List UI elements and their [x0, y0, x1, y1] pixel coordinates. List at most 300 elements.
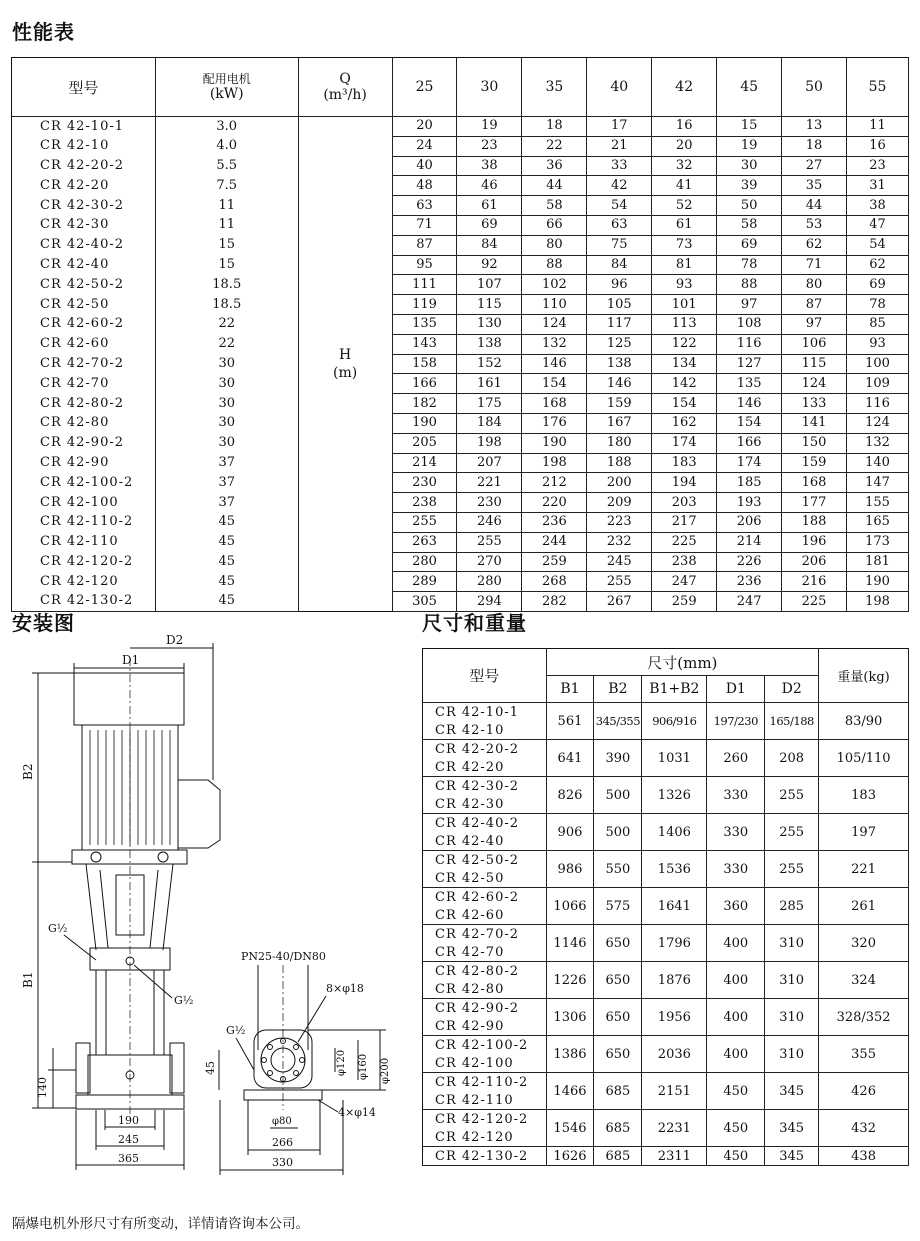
head-value-cell: 173 [847, 532, 909, 552]
head-value-cell: 95 [392, 255, 457, 275]
coupling-frame [86, 864, 173, 950]
head-value-cell: 69 [717, 235, 782, 255]
dim-d2-cell: 255 [765, 777, 819, 814]
head-value-cell: 140 [847, 453, 909, 473]
head-unit-cell [298, 117, 392, 612]
table-row [12, 394, 909, 414]
dim-b1b2-cell: 1031 [642, 740, 707, 777]
dim-b1-cell: 1546 [546, 1110, 594, 1147]
head-value-cell: 138 [457, 334, 522, 354]
head-value-cell: 176 [522, 413, 587, 433]
table-row [12, 176, 909, 196]
head-value-cell: 158 [392, 354, 457, 374]
table-row [423, 888, 909, 907]
dim-b1b2-cell: 906/916 [642, 703, 707, 740]
motor-kw-cell: 15 [155, 235, 298, 255]
dim-d1-cell: 400 [707, 999, 765, 1036]
motor-fan-cover [74, 673, 184, 725]
head-value-cell: 152 [457, 354, 522, 374]
head-value-cell: 190 [392, 413, 457, 433]
dim-column-header: B2 [594, 676, 642, 703]
dim-b2-cell: 650 [594, 925, 642, 962]
dim-b1-cell: 1066 [546, 888, 594, 925]
head-value-cell: 206 [782, 552, 847, 572]
dim-b2-cell: 650 [594, 999, 642, 1036]
head-value-cell: 19 [457, 117, 522, 137]
table-row [423, 999, 909, 1018]
head-value-cell: 116 [717, 334, 782, 354]
head-value-cell: 162 [652, 413, 717, 433]
phi200-label: φ200 [380, 1057, 391, 1084]
table-row [423, 777, 909, 796]
motor-kw-cell: 30 [155, 354, 298, 374]
head-value-cell: 175 [457, 394, 522, 414]
head-value-cell: 150 [782, 433, 847, 453]
motor-header [155, 58, 298, 117]
head-value-cell: 105 [587, 295, 652, 315]
head-value-cell: 20 [392, 117, 457, 137]
dim-model-cell: CR 42-60-2 [423, 888, 547, 907]
dim-b1b2-cell: 2311 [642, 1147, 707, 1166]
head-value-cell: 47 [847, 215, 909, 235]
dim-d1-cell: 450 [707, 1110, 765, 1147]
dim-b1b2-cell: 1956 [642, 999, 707, 1036]
dim-model-cell: CR 42-100 [423, 1054, 547, 1073]
head-value-cell: 81 [652, 255, 717, 275]
head-value-cell: 166 [717, 433, 782, 453]
head-value-cell: 247 [717, 592, 782, 612]
flow-value-header: 30 [457, 58, 522, 117]
head-value-cell: 226 [717, 552, 782, 572]
head-value-cell: 280 [392, 552, 457, 572]
head-value-cell: 217 [652, 512, 717, 532]
head-value-cell: 69 [847, 275, 909, 295]
table-row [12, 354, 909, 374]
model-cell: CR 42-20-2 [12, 156, 156, 176]
head-value-cell: 143 [392, 334, 457, 354]
table-row [12, 275, 909, 295]
dim-b1-cell: 1386 [546, 1036, 594, 1073]
flange-bolt-hole [294, 1045, 299, 1050]
head-value-cell: 268 [522, 572, 587, 592]
head-value-cell: 63 [587, 215, 652, 235]
motor-kw-cell: 5.5 [155, 156, 298, 176]
table-row [12, 572, 909, 592]
head-value-cell: 124 [847, 413, 909, 433]
dim-model-cell: CR 42-30-2 [423, 777, 547, 796]
motor-kw-cell: 22 [155, 314, 298, 334]
dim-b1-cell: 1466 [546, 1073, 594, 1110]
head-value-cell: 117 [587, 314, 652, 334]
head-value-cell: 289 [392, 572, 457, 592]
model-cell: CR 42-90-2 [12, 433, 156, 453]
dim-d1-cell: 450 [707, 1073, 765, 1110]
head-value-cell: 113 [652, 314, 717, 334]
dim-b2-cell: 650 [594, 962, 642, 999]
flange-bolt-hole [294, 1071, 299, 1076]
table-row [12, 156, 909, 176]
terminal-box [178, 780, 220, 848]
head-value-cell: 267 [587, 592, 652, 612]
model-cell: CR 42-60-2 [12, 314, 156, 334]
dim-b1-cell: 906 [546, 814, 594, 851]
head-value-cell: 270 [457, 552, 522, 572]
table-row [12, 314, 909, 334]
g-half-label-base: G½ [226, 1024, 246, 1037]
table-row [423, 1036, 909, 1055]
table-row [423, 1110, 909, 1129]
head-value-cell: 236 [717, 572, 782, 592]
motor-flange [72, 850, 187, 864]
g-half-label-top: G½ [48, 922, 68, 935]
dim-model-cell: CR 42-130-2 [423, 1147, 547, 1166]
head-value-cell: 23 [457, 136, 522, 156]
head-value-cell: 92 [457, 255, 522, 275]
flow-value-header: 35 [522, 58, 587, 117]
head-value-cell: 71 [392, 215, 457, 235]
head-value-cell: 39 [717, 176, 782, 196]
head-value-cell: 238 [652, 552, 717, 572]
head-value-cell: 141 [782, 413, 847, 433]
table-row [12, 433, 909, 453]
dim-model-cell: CR 42-70 [423, 943, 547, 962]
dim-140-label: 140 [36, 1077, 49, 1098]
head-value-cell: 115 [457, 295, 522, 315]
head-value-cell: 263 [392, 532, 457, 552]
head-value-cell: 50 [717, 196, 782, 216]
dim-b2-cell: 390 [594, 740, 642, 777]
dim-d2-cell: 345 [765, 1110, 819, 1147]
bolt [158, 852, 168, 862]
dim-d1-cell: 400 [707, 1036, 765, 1073]
motor-kw-cell: 18.5 [155, 275, 298, 295]
head-value-cell: 52 [652, 196, 717, 216]
dim-d1-cell: 197/230 [707, 703, 765, 740]
head-value-cell: 18 [782, 136, 847, 156]
head-value-cell: 61 [457, 196, 522, 216]
head-value-cell: 40 [392, 156, 457, 176]
head-value-cell: 36 [522, 156, 587, 176]
motor-kw-cell: 30 [155, 374, 298, 394]
model-cell: CR 42-40 [12, 255, 156, 275]
dim-model-cell: CR 42-40 [423, 832, 547, 851]
dimension-table [422, 648, 909, 1166]
dim-d1-cell: 330 [707, 814, 765, 851]
head-value-cell: 17 [587, 117, 652, 137]
head-value-cell: 214 [717, 532, 782, 552]
model-cell: CR 42-110 [12, 532, 156, 552]
model-cell: CR 42-120-2 [12, 552, 156, 572]
head-value-cell: 200 [587, 473, 652, 493]
dim-d2-cell: 310 [765, 999, 819, 1036]
dim-d2-cell: 255 [765, 814, 819, 851]
head-value-cell: 255 [457, 532, 522, 552]
head-value-cell: 207 [457, 453, 522, 473]
dim-column-header: D1 [707, 676, 765, 703]
head-value-cell: 93 [847, 334, 909, 354]
dim-b1-cell: 561 [546, 703, 594, 740]
head-value-cell: 159 [782, 453, 847, 473]
dim-b1b2-cell: 1796 [642, 925, 707, 962]
dim-w-cell: 328/352 [819, 999, 909, 1036]
table-row [12, 136, 909, 156]
head-value-cell: 132 [847, 433, 909, 453]
performance-header-row [12, 58, 909, 117]
head-value-cell: 138 [587, 354, 652, 374]
model-cell: CR 42-20 [12, 176, 156, 196]
head-value-cell: 165 [847, 512, 909, 532]
dim-model-cell: CR 42-70-2 [423, 925, 547, 944]
head-value-cell: 225 [652, 532, 717, 552]
motor-kw-cell: 22 [155, 334, 298, 354]
dim-model-cell: CR 42-60 [423, 906, 547, 925]
installation-drawing [8, 630, 413, 1185]
flow-header-label: Q [339, 71, 351, 87]
model-cell: CR 42-30-2 [12, 196, 156, 216]
dim-b1b2-cell: 2151 [642, 1073, 707, 1110]
head-value-cell: 97 [717, 295, 782, 315]
motor-kw-cell: 30 [155, 433, 298, 453]
head-value-cell: 130 [457, 314, 522, 334]
head-value-cell: 190 [522, 433, 587, 453]
model-header: 型号 [12, 58, 156, 117]
head-value-cell: 294 [457, 592, 522, 612]
head-value-cell: 174 [717, 453, 782, 473]
table-row [423, 1073, 909, 1092]
head-value-cell: 124 [782, 374, 847, 394]
dim-model-cell: CR 42-90-2 [423, 999, 547, 1018]
head-value-cell: 31 [847, 176, 909, 196]
dim-b1b2-cell: 1641 [642, 888, 707, 925]
dim-330-label: 330 [272, 1156, 293, 1169]
dim-model-cell: CR 42-40-2 [423, 814, 547, 833]
head-value-cell: 238 [392, 493, 457, 513]
flange-bolt-hole [268, 1045, 273, 1050]
model-cell: CR 42-80-2 [12, 394, 156, 414]
head-value-cell: 174 [652, 433, 717, 453]
head-value-cell: 87 [782, 295, 847, 315]
head-value-cell: 305 [392, 592, 457, 612]
head-value-cell: 132 [522, 334, 587, 354]
leader-line [318, 1100, 338, 1112]
head-value-cell: 124 [522, 314, 587, 334]
model-cell: CR 42-90 [12, 453, 156, 473]
dim-b1-cell: 1146 [546, 925, 594, 962]
head-value-cell: 100 [847, 354, 909, 374]
table-row [12, 295, 909, 315]
dim-model-cell: CR 42-50 [423, 869, 547, 888]
dim-45-label: 45 [204, 1061, 217, 1075]
table-row [423, 925, 909, 944]
dim-w-cell: 438 [819, 1147, 909, 1166]
head-value-cell: 38 [847, 196, 909, 216]
head-value-cell: 18 [522, 117, 587, 137]
phi80-label: φ80 [272, 1116, 292, 1127]
head-value-cell: 102 [522, 275, 587, 295]
dim-b1-cell: 1306 [546, 999, 594, 1036]
dim-b2-cell: 685 [594, 1110, 642, 1147]
motor-kw-cell: 4.0 [155, 136, 298, 156]
table-row [12, 334, 909, 354]
dim-model-cell: CR 42-120-2 [423, 1110, 547, 1129]
motor-kw-cell: 45 [155, 572, 298, 592]
head-value-cell: 125 [587, 334, 652, 354]
model-cell: CR 42-110-2 [12, 512, 156, 532]
head-value-cell: 146 [522, 354, 587, 374]
head-value-cell: 23 [847, 156, 909, 176]
head-value-cell: 133 [782, 394, 847, 414]
head-value-cell: 62 [847, 255, 909, 275]
dim-b2-cell: 685 [594, 1147, 642, 1166]
dim-model-cell: CR 42-10 [423, 721, 547, 740]
head-value-cell: 30 [717, 156, 782, 176]
head-value-cell: 38 [457, 156, 522, 176]
dim-w-cell: 221 [819, 851, 909, 888]
head-value-cell: 41 [652, 176, 717, 196]
dim-b1-cell: 1226 [546, 962, 594, 999]
table-row [423, 1147, 909, 1166]
dim-w-cell: 261 [819, 888, 909, 925]
dim-w-cell: 320 [819, 925, 909, 962]
head-value-cell: 247 [652, 572, 717, 592]
dim-b2-cell: 575 [594, 888, 642, 925]
head-value-cell: 62 [782, 235, 847, 255]
dim-model-cell: CR 42-120 [423, 1128, 547, 1147]
dim-b2-cell: 685 [594, 1073, 642, 1110]
head-value-cell: 96 [587, 275, 652, 295]
head-value-cell: 209 [587, 493, 652, 513]
flow-value-header: 45 [717, 58, 782, 117]
head-value-cell: 246 [457, 512, 522, 532]
bolt-label: 8×φ18 [326, 982, 364, 995]
table-row [12, 453, 909, 473]
head-value-cell: 245 [587, 552, 652, 572]
leader-line [298, 996, 326, 1042]
performance-title: 性能表 [12, 20, 75, 44]
installation-title: 安装图 [12, 611, 75, 635]
dim-model-cell: CR 42-80 [423, 980, 547, 999]
model-cell: CR 42-10-1 [12, 117, 156, 137]
dim-model-cell: CR 42-30 [423, 795, 547, 814]
head-value-cell: 244 [522, 532, 587, 552]
dim-b1b2-cell: 1536 [642, 851, 707, 888]
dim-w-cell: 432 [819, 1110, 909, 1147]
dim-model-cell: CR 42-110-2 [423, 1073, 547, 1092]
flange-bolt-hole [262, 1058, 267, 1063]
model-cell: CR 42-130-2 [12, 592, 156, 612]
dim-266-label: 266 [272, 1136, 293, 1149]
table-row [12, 235, 909, 255]
model-cell: CR 42-50 [12, 295, 156, 315]
head-value-cell: 54 [847, 235, 909, 255]
head-value-cell: 147 [847, 473, 909, 493]
dim-column-header: B1 [546, 676, 594, 703]
head-label: H [338, 346, 352, 363]
head-value-cell: 183 [652, 453, 717, 473]
phi120-label: φ120 [336, 1049, 347, 1076]
leader-line [236, 1038, 254, 1070]
head-value-cell: 255 [587, 572, 652, 592]
table-row [423, 740, 909, 759]
dim-d2-cell: 310 [765, 925, 819, 962]
head-value-cell: 220 [522, 493, 587, 513]
head-value-cell: 146 [587, 374, 652, 394]
head-value-cell: 80 [782, 275, 847, 295]
head-value-cell: 32 [652, 156, 717, 176]
head-value-cell: 66 [522, 215, 587, 235]
head-value-cell: 85 [847, 314, 909, 334]
model-cell: CR 42-30 [12, 215, 156, 235]
dim-model-cell: CR 42-100-2 [423, 1036, 547, 1055]
dim-model-cell: CR 42-80-2 [423, 962, 547, 981]
motor-kw-cell: 18.5 [155, 295, 298, 315]
head-value-cell: 75 [587, 235, 652, 255]
dim-365-label: 365 [118, 1152, 139, 1165]
head-value-cell: 119 [392, 295, 457, 315]
dim-b1-cell: 641 [546, 740, 594, 777]
motor-kw-cell: 3.0 [155, 117, 298, 137]
head-value-cell: 230 [457, 493, 522, 513]
dim-model-cell: CR 42-50-2 [423, 851, 547, 870]
head-value-cell: 107 [457, 275, 522, 295]
head-value-cell: 216 [782, 572, 847, 592]
head-value-cell: 97 [782, 314, 847, 334]
dim-d2-label: D2 [166, 633, 184, 647]
phi160-label: φ160 [358, 1053, 369, 1080]
head-value-cell: 84 [587, 255, 652, 275]
dim-b1b2-cell: 1406 [642, 814, 707, 851]
table-row [12, 413, 909, 433]
head-value-cell: 21 [587, 136, 652, 156]
head-value-cell: 155 [847, 493, 909, 513]
table-row [423, 703, 909, 722]
head-value-cell: 230 [392, 473, 457, 493]
head-value-cell: 146 [717, 394, 782, 414]
dim-d2-cell: 310 [765, 1036, 819, 1073]
dim-w-cell: 426 [819, 1073, 909, 1110]
model-cell: CR 42-100-2 [12, 473, 156, 493]
head-value-cell: 69 [457, 215, 522, 235]
head-value-cell: 110 [522, 295, 587, 315]
head-value-cell: 236 [522, 512, 587, 532]
dim-w-cell: 83/90 [819, 703, 909, 740]
table-row [12, 117, 909, 137]
dim-d1-cell: 360 [707, 888, 765, 925]
dimension-header-row [423, 649, 909, 676]
head-value-cell: 22 [522, 136, 587, 156]
performance-table [11, 57, 909, 612]
head-value-cell: 194 [652, 473, 717, 493]
model-cell: CR 42-50-2 [12, 275, 156, 295]
motor-kw-cell: 45 [155, 512, 298, 532]
dim-model-header: 型号 [423, 649, 547, 703]
dim-d1-label: D1 [122, 653, 140, 667]
head-value-cell: 13 [782, 117, 847, 137]
dim-b1b2-cell: 2036 [642, 1036, 707, 1073]
flow-value-header: 50 [782, 58, 847, 117]
motor-kw-cell: 30 [155, 394, 298, 414]
head-value-cell: 88 [522, 255, 587, 275]
head-value-cell: 214 [392, 453, 457, 473]
dim-b2-label: B2 [21, 763, 35, 780]
head-value-cell: 20 [652, 136, 717, 156]
hole-label: 4×φ14 [338, 1106, 376, 1119]
table-row [423, 851, 909, 870]
head-value-cell: 58 [522, 196, 587, 216]
head-value-cell: 16 [652, 117, 717, 137]
head-value-cell: 154 [522, 374, 587, 394]
dim-model-cell: CR 42-10-1 [423, 703, 547, 722]
